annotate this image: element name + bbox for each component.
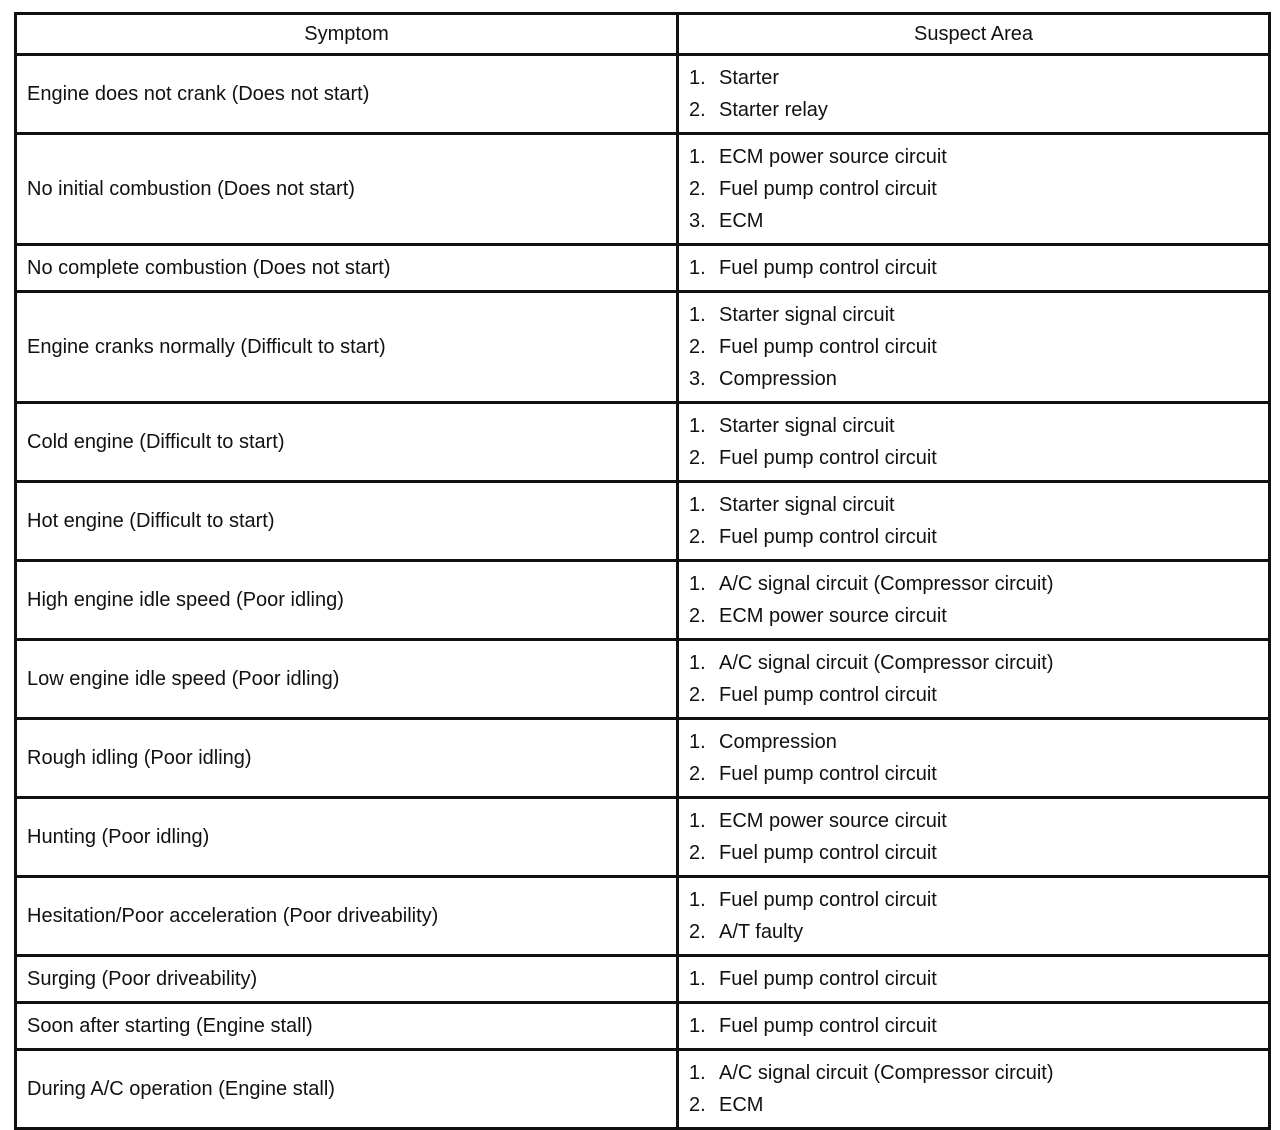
symptom-cell: Cold engine (Difficult to start)	[16, 403, 678, 482]
suspect-area-cell	[678, 1050, 1270, 1129]
table-row	[16, 956, 1270, 1003]
suspect-area-cell	[678, 1003, 1270, 1050]
suspect-area-item-number: 1.	[689, 257, 706, 279]
symptom-cell: Low engine idle speed (Poor idling)	[16, 640, 678, 719]
suspect-area-list	[689, 1010, 1268, 1042]
suspect-area-item-label: ECM	[719, 1094, 764, 1116]
suspect-area-item-label: Starter signal circuit	[719, 304, 895, 326]
table-row	[16, 1003, 1270, 1050]
table-row	[16, 55, 1270, 134]
table-row	[16, 482, 1270, 561]
table-row	[16, 877, 1270, 956]
suspect-area-item	[689, 363, 1268, 395]
suspect-area-item-number: 3.	[689, 368, 706, 390]
suspect-area-cell	[678, 640, 1270, 719]
suspect-area-list	[689, 410, 1268, 474]
suspect-area-item-label: Starter	[719, 67, 780, 89]
suspect-area-item-number: 1.	[689, 731, 706, 753]
suspect-area-item-number: 1.	[689, 146, 706, 168]
suspect-area-cell	[678, 134, 1270, 245]
suspect-area-item-number: 1.	[689, 304, 706, 326]
suspect-area-item	[689, 299, 1268, 331]
suspect-area-item-number: 1.	[689, 652, 706, 674]
suspect-area-item	[689, 568, 1268, 600]
suspect-area-item-label: Fuel pump control circuit	[719, 842, 937, 864]
suspect-area-list	[689, 141, 1268, 237]
symptom-cell: High engine idle speed (Poor idling)	[16, 561, 678, 640]
suspect-area-list	[689, 1057, 1268, 1121]
symptom-cell: Surging (Poor driveability)	[16, 956, 678, 1003]
suspect-area-item-number: 2.	[689, 684, 706, 706]
suspect-area-list	[689, 299, 1268, 395]
suspect-area-item-label: A/C signal circuit (Compressor circuit)	[719, 573, 1054, 595]
suspect-area-cell	[678, 561, 1270, 640]
suspect-area-item-label: Compression	[719, 731, 837, 753]
suspect-area-item-number: 2.	[689, 763, 706, 785]
suspect-area-item-number: 1.	[689, 573, 706, 595]
suspect-area-item	[689, 916, 1268, 948]
suspect-area-cell	[678, 55, 1270, 134]
suspect-area-cell	[678, 245, 1270, 292]
suspect-area-item	[689, 141, 1268, 173]
suspect-area-item-label: Fuel pump control circuit	[719, 763, 937, 785]
header-row	[16, 14, 1270, 55]
symptom-cell: Hot engine (Difficult to start)	[16, 482, 678, 561]
suspect-area-item-label: Fuel pump control circuit	[719, 178, 937, 200]
suspect-area-item	[689, 963, 1268, 995]
suspect-area-cell	[678, 719, 1270, 798]
table-body	[16, 55, 1270, 1129]
suspect-area-list	[689, 489, 1268, 553]
table-row	[16, 245, 1270, 292]
suspect-area-list	[689, 647, 1268, 711]
symptom-table	[14, 12, 1271, 1130]
suspect-area-item-number: 2.	[689, 842, 706, 864]
suspect-area-item	[689, 1089, 1268, 1121]
suspect-area-item	[689, 410, 1268, 442]
suspect-area-item-label: A/C signal circuit (Compressor circuit)	[719, 1062, 1054, 1084]
suspect-area-item	[689, 331, 1268, 363]
table-row	[16, 719, 1270, 798]
suspect-area-list	[689, 726, 1268, 790]
symptom-cell: Engine cranks normally (Difficult to start)	[16, 292, 678, 403]
symptom-cell: No initial combustion (Does not start)	[16, 134, 678, 245]
suspect-area-item-number: 2.	[689, 336, 706, 358]
suspect-area-item-label: ECM power source circuit	[719, 810, 947, 832]
suspect-area-item-number: 1.	[689, 810, 706, 832]
suspect-area-item	[689, 726, 1268, 758]
suspect-area-item-label: Fuel pump control circuit	[719, 968, 937, 990]
suspect-area-item	[689, 521, 1268, 553]
suspect-area-item	[689, 173, 1268, 205]
table-row	[16, 134, 1270, 245]
suspect-area-item-number: 2.	[689, 99, 706, 121]
symptom-cell: Soon after starting (Engine stall)	[16, 1003, 678, 1050]
suspect-area-item	[689, 647, 1268, 679]
suspect-area-list	[689, 963, 1268, 995]
table-row	[16, 561, 1270, 640]
suspect-area-item-number: 2.	[689, 1094, 706, 1116]
suspect-area-item-label: Starter signal circuit	[719, 415, 895, 437]
table-header	[16, 14, 1270, 55]
suspect-area-column-header: Suspect Area	[678, 14, 1270, 55]
suspect-area-cell	[678, 482, 1270, 561]
suspect-area-item-label: Compression	[719, 368, 837, 390]
suspect-area-cell	[678, 956, 1270, 1003]
suspect-area-item-number: 3.	[689, 210, 706, 232]
suspect-area-item	[689, 805, 1268, 837]
suspect-area-item-number: 2.	[689, 605, 706, 627]
suspect-area-item-label: Fuel pump control circuit	[719, 526, 937, 548]
symptom-cell: No complete combustion (Does not start)	[16, 245, 678, 292]
suspect-area-list	[689, 568, 1268, 632]
suspect-area-item	[689, 884, 1268, 916]
suspect-area-item-number: 2.	[689, 526, 706, 548]
suspect-area-item-number: 1.	[689, 494, 706, 516]
suspect-area-item-number: 2.	[689, 447, 706, 469]
suspect-area-item	[689, 837, 1268, 869]
suspect-area-item-label: Fuel pump control circuit	[719, 1015, 937, 1037]
suspect-area-item	[689, 1057, 1268, 1089]
symptom-cell: Hesitation/Poor acceleration (Poor driveability)	[16, 877, 678, 956]
suspect-area-item	[689, 62, 1268, 94]
suspect-area-item-label: Fuel pump control circuit	[719, 684, 937, 706]
suspect-area-item-label: ECM power source circuit	[719, 605, 947, 627]
suspect-area-item-label: Fuel pump control circuit	[719, 447, 937, 469]
table-row	[16, 292, 1270, 403]
suspect-area-item	[689, 489, 1268, 521]
table-row	[16, 640, 1270, 719]
suspect-area-item-number: 1.	[689, 415, 706, 437]
suspect-area-cell	[678, 403, 1270, 482]
suspect-area-item	[689, 442, 1268, 474]
suspect-area-item-label: Fuel pump control circuit	[719, 257, 937, 279]
suspect-area-item-number: 2.	[689, 178, 706, 200]
suspect-area-item-number: 1.	[689, 889, 706, 911]
suspect-area-cell	[678, 798, 1270, 877]
suspect-area-item	[689, 679, 1268, 711]
suspect-area-item-label: ECM	[719, 210, 764, 232]
suspect-area-list	[689, 805, 1268, 869]
table-row	[16, 1050, 1270, 1129]
suspect-area-item-label: ECM power source circuit	[719, 146, 947, 168]
symptom-cell: Rough idling (Poor idling)	[16, 719, 678, 798]
suspect-area-item	[689, 205, 1268, 237]
table-row	[16, 403, 1270, 482]
suspect-area-item-label: A/T faulty	[719, 921, 804, 943]
suspect-area-list	[689, 252, 1268, 284]
suspect-area-item-label: Starter signal circuit	[719, 494, 895, 516]
suspect-area-item	[689, 600, 1268, 632]
suspect-area-item-number: 1.	[689, 968, 706, 990]
suspect-area-item-number: 1.	[689, 67, 706, 89]
suspect-area-item-number: 1.	[689, 1015, 706, 1037]
suspect-area-item	[689, 1010, 1268, 1042]
suspect-area-item	[689, 758, 1268, 790]
suspect-area-item	[689, 252, 1268, 284]
suspect-area-item-number: 1.	[689, 1062, 706, 1084]
suspect-area-cell	[678, 877, 1270, 956]
symptom-cell: Hunting (Poor idling)	[16, 798, 678, 877]
suspect-area-list	[689, 62, 1268, 126]
symptom-cell: During A/C operation (Engine stall)	[16, 1050, 678, 1129]
suspect-area-item-number: 2.	[689, 921, 706, 943]
suspect-area-item	[689, 94, 1268, 126]
suspect-area-item-label: A/C signal circuit (Compressor circuit)	[719, 652, 1054, 674]
symptom-cell: Engine does not crank (Does not start)	[16, 55, 678, 134]
suspect-area-item-label: Starter relay	[719, 99, 828, 121]
table-row	[16, 798, 1270, 877]
suspect-area-cell	[678, 292, 1270, 403]
suspect-area-item-label: Fuel pump control circuit	[719, 336, 937, 358]
symptom-column-header: Symptom	[16, 14, 678, 55]
suspect-area-item-label: Fuel pump control circuit	[719, 889, 937, 911]
suspect-area-list	[689, 884, 1268, 948]
